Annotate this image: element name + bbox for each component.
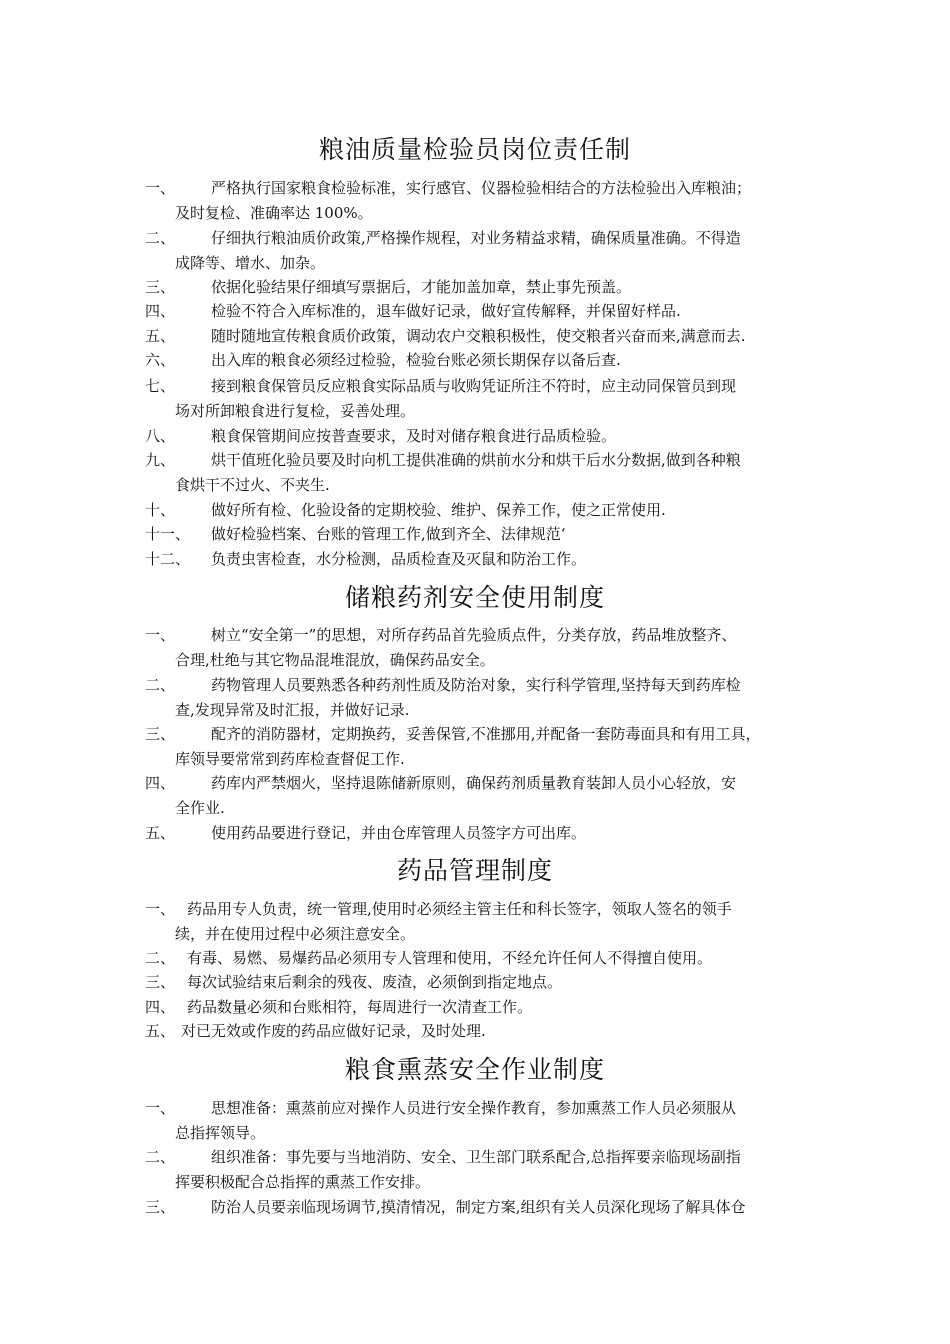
- item-number: 三、: [145, 1198, 176, 1216]
- item-number: 二、: [145, 1148, 176, 1166]
- item-text-continued: 合理,杜绝与其它物品混堆混放，确保药品安全。: [175, 651, 495, 669]
- item-number: 十、: [145, 501, 176, 519]
- item-number: 九、: [145, 451, 176, 469]
- section-title-4: 粮食熏蒸安全作业制度: [344, 1055, 605, 1084]
- item-text: 树立“安全第一”的思想，对所存药品首先验质点件，分类存放，药品堆放整齐、: [211, 626, 737, 644]
- item-number: 四、: [145, 774, 176, 792]
- item-number: 六、: [145, 351, 176, 369]
- item-text: 检验不符合入库标准的，退车做好记录，做好宣传解释，并保留好样品.: [211, 302, 681, 320]
- item-number: 四、: [145, 998, 176, 1016]
- item-text-continued: 食烘干不过火、不夹生.: [175, 476, 330, 494]
- item-text: 严格执行国家粮食检验标准，实行感官、仪器检验相结合的方法检验出入库粮油；: [211, 179, 752, 197]
- item-text: 药品数量必须和台账相符，每周进行一次清查工作。: [187, 998, 533, 1016]
- item-number: 五、: [145, 1022, 176, 1040]
- item-text: 接到粮食保管员反应粮食实际品质与收购凭证所注不符时，应主动同保管员到现: [211, 377, 737, 395]
- item-text: 每次试验结束后剩余的残夜、废渣，必须倒到指定地点。: [187, 973, 563, 991]
- item-text-continued: 全作业.: [175, 799, 225, 817]
- item-text: 思想准备：熏蒸前应对操作人员进行安全操作教育，参加熏蒸工作人员必须服从: [211, 1099, 737, 1117]
- item-text: 做好所有检、化验设备的定期校验、维护、保养工作，使之正常使用.: [211, 501, 666, 519]
- item-number: 二、: [145, 949, 176, 967]
- item-number: 三、: [145, 278, 176, 296]
- item-number: 八、: [145, 427, 176, 445]
- item-text: 使用药品要进行登记，并由仓库管理人员签字方可出库。: [211, 824, 587, 842]
- item-number: 二、: [145, 229, 176, 247]
- item-number: 一、: [145, 626, 176, 644]
- item-text: 防治人员要亲临现场调节,摸清情况，制定方案,组织有关人员深化现场了解具体仓: [211, 1198, 746, 1216]
- item-text-continued: 及时复检、准确率达 100%。: [175, 204, 373, 222]
- item-number: 四、: [145, 302, 176, 320]
- section-title-3: 药品管理制度: [396, 856, 553, 885]
- item-text: 仔细执行粮油质价政策,严格操作规程，对业务精益求精，确保质量准确。不得造: [211, 229, 741, 247]
- section-title-1: 粮油质量检验员岗位责任制: [318, 135, 631, 164]
- item-number: 一、: [145, 1099, 176, 1117]
- item-number: 十一、: [145, 525, 191, 543]
- section-title-2: 储粮药剂安全使用制度: [344, 583, 605, 612]
- item-text: 配齐的消防器材，定期换药，妥善保管,不准挪用,并配备一套防毒面具和有用工具，: [211, 725, 761, 743]
- item-number: 三、: [145, 725, 176, 743]
- item-text-continued: 场对所卸粮食进行复检，妥善处理。: [175, 402, 416, 420]
- item-text: 有毒、易燃、易爆药品必须用专人管理和使用，不经允许任何人不得擅自使用。: [187, 949, 713, 967]
- item-text: 对已无效或作废的药品应做好记录，及时处理.: [181, 1022, 486, 1040]
- item-number: 三、: [145, 973, 176, 991]
- item-text-continued: 库领导要常常到药库检查督促工作.: [175, 750, 405, 768]
- item-text: 依据化验结果仔细填写票据后，才能加盖加章，禁止事先预盖。: [211, 278, 632, 296]
- item-text: 药物管理人员要熟悉各种药剂性质及防治对象，实行科学管理,坚持每天到药库检: [211, 676, 741, 694]
- item-text: 组织准备：事先要与当地消防、安全、卫生部门联系配合,总指挥要亲临现场副指: [211, 1148, 741, 1166]
- item-number: 五、: [145, 327, 176, 345]
- item-text: 药库内严禁烟火，坚持退陈储新原则，确保药剂质量教育装卸人员小心轻放，安: [211, 774, 737, 792]
- item-text-continued: 总指挥领导。: [175, 1124, 266, 1142]
- item-text: 做好检验档案、台账的管理工作,做到齐全、法律规范‘: [211, 525, 566, 543]
- item-text-continued: 挥要积极配合总指挥的熏蒸工作安排。: [175, 1173, 431, 1191]
- item-text-continued: 续，并在使用过程中必须注意安全。: [175, 925, 416, 943]
- item-number: 七、: [145, 377, 176, 395]
- item-text: 药品用专人负责，统一管理,使用时必须经主管主任和科长签字，领取人签名的领手: [187, 900, 732, 918]
- item-text-continued: 成降等、增水、加杂。: [175, 254, 326, 272]
- item-number: 一、: [145, 179, 176, 197]
- item-text: 负责虫害检查，水分检测，品质检查及灭鼠和防治工作。: [211, 550, 587, 568]
- item-number: 一、: [145, 900, 176, 918]
- item-text: 出入库的粮食必须经过检验，检验台账必须长期保存以备后查.: [211, 351, 621, 369]
- item-text: 烘干值班化验员要及时向机工提供准确的烘前水分和烘干后水分数据,做到各种粮: [211, 451, 741, 469]
- item-number: 十二、: [145, 550, 191, 568]
- item-text: 粮食保管期间应按普查要求，及时对储存粮食进行品质检验。: [211, 427, 617, 445]
- item-text: 随时随地宣传粮食质价政策，调动农户交粮积极性，使交粮者兴奋而来,满意而去.: [211, 327, 746, 345]
- item-number: 二、: [145, 676, 176, 694]
- item-number: 五、: [145, 824, 176, 842]
- item-text-continued: 查,发现异常及时汇报，并做好记录.: [175, 701, 410, 719]
